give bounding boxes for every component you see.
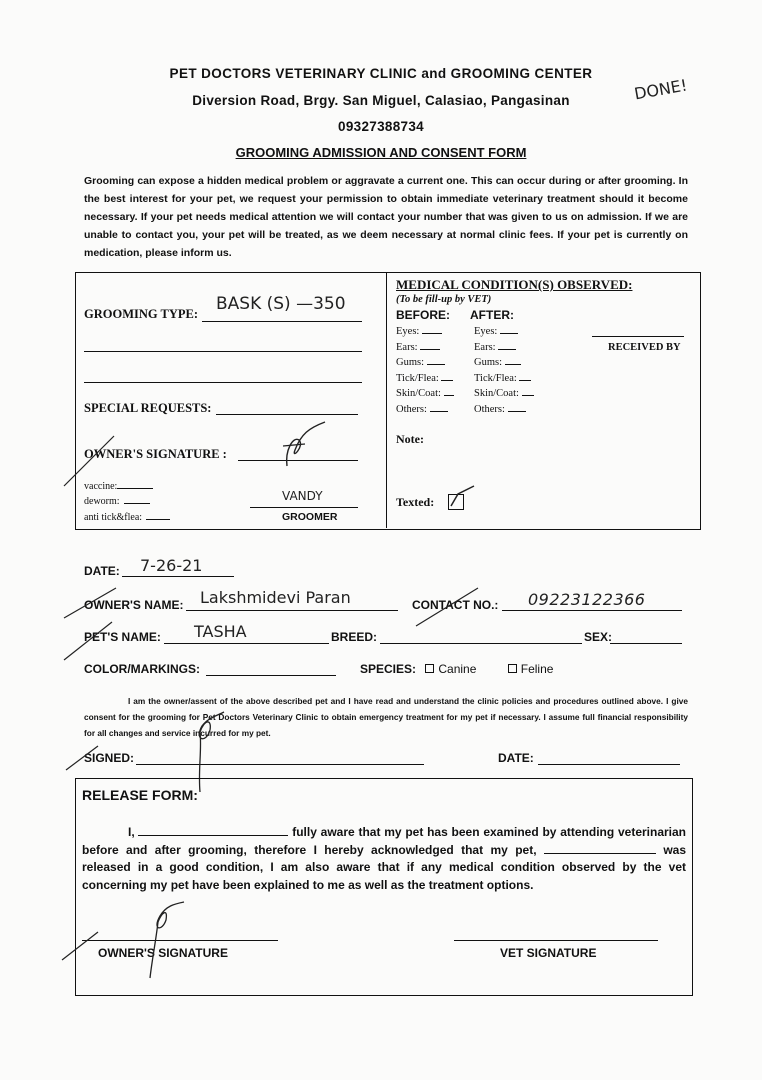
canine-checkbox[interactable] [425,664,434,673]
owner-signature-scribble [265,420,335,470]
owner-name-value: Lakshmidevi Paran [200,588,351,607]
breed-line[interactable] [380,643,582,644]
pet-name-value: TASHA [194,622,247,641]
deworm-label: deworm: [84,496,150,507]
after-item: Ears: [474,340,534,356]
before-label: BEFORE: [396,308,450,322]
after-item: Others: [474,402,534,418]
groomer-label: GROOMER [282,511,338,523]
medical-condition-subtitle: (To be fill-up by VET) [396,294,492,305]
release-vet-signature-line[interactable] [454,940,658,941]
before-checklist [396,324,454,417]
texted-label: Texted: [396,495,435,509]
antitick-label: anti tick&flea: [84,512,170,523]
groomer-name: VANDY [282,489,323,503]
consent-date-label: DATE: [498,751,534,765]
contact-check-mark [412,584,482,628]
consent-date-line[interactable] [538,764,680,765]
pet-name-check-mark [60,618,116,662]
species-option-feline[interactable]: Feline [508,662,554,676]
pet-name-label: PET'S NAME: [84,630,161,644]
before-item: Gums: [396,355,454,371]
groomer-line [250,507,358,508]
species-field [360,662,553,676]
consent-paragraph: I am the owner/assent of the above described pet and I have read and understand the clinic policies and procedures outlined above. I give consent for the grooming for Pet Doctors Veterinary Clinic to obtain emergency treatment for my pet if necessary. I assume full financial responsibility for all changes and service incurred for my pet. [84,696,688,738]
contact-line[interactable] [502,610,682,611]
texted-check-mark [448,484,478,512]
grooming-type-label: GROOMING TYPE: [84,307,199,321]
before-item: Eyes: [396,324,454,340]
clinic-name: PET DOCTORS VETERINARY CLINIC and GROOMING CENTER [169,66,593,81]
owner-signature-label: OWNER'S SIGNATURE : [84,447,227,461]
sex-line[interactable] [610,643,682,644]
grooming-extra-line-1 [84,351,362,352]
after-item: Eyes: [474,324,534,340]
special-requests-line[interactable] [216,414,358,415]
contact-label: CONTACT NO.: [412,598,499,612]
date-line[interactable] [122,576,234,577]
date-value: 7-26-21 [140,556,203,575]
sex-label: SEX: [584,630,613,644]
release-signature-scribble [140,900,190,980]
signed-label: SIGNED: [84,751,135,765]
after-item: Tick/Flea: [474,371,534,387]
intro-paragraph: Grooming can expose a hidden medical problem or aggravate a current one. This can occur during or after grooming. In the best interest for your pet, we request your permission to obtain immediate veterinary treatment should it become necessary. If your pet needs medical attention we will contact your number that was given to us on admission. If we are unable to contact you, your pet will be treated, as we deem necessary at normal clinic fees. If your pet is currently on medication, please inform us. [84,175,688,259]
admission-box-divider [386,272,387,528]
grooming-extra-line-2 [84,382,362,383]
feline-checkbox[interactable] [508,664,517,673]
release-text-1: fully aware that my pet has been examined by attending veterinarian before and after grooming, therefore I hereby acknowledged that my pet, [82,825,687,857]
release-name-blank[interactable] [138,835,288,836]
release-owner-signature-label: OWNER'S SIGNATURE [98,946,228,960]
after-label: AFTER: [470,308,514,322]
before-item: Ears: [396,340,454,356]
clinic-address: Diversion Road, Brgy. San Miguel, Calasiao, Pangasinan [192,93,570,108]
release-i-label: I, [128,825,135,839]
special-requests-label: SPECIAL REQUESTS: [84,401,212,415]
signed-check-mark [62,742,102,772]
medical-condition-title: MEDICAL CONDITION(S) OBSERVED: [396,277,633,292]
note-label: Note: [396,432,424,446]
release-paragraph [82,824,686,894]
release-check-mark [58,928,102,962]
grooming-type-value[interactable]: BASK (S) —350 [216,294,346,314]
owner-name-line[interactable] [186,610,398,611]
release-vet-signature-label: VET SIGNATURE [500,946,597,960]
breed-label: BREED: [331,630,378,644]
owner-name-check-mark [60,584,120,620]
received-by-label: RECEIVED BY [608,342,681,353]
done-handwritten-note: DONE! [632,75,689,104]
form-title: GROOMING ADMISSION AND CONSENT FORM [235,145,527,160]
color-markings-line[interactable] [206,675,336,676]
owner-name-label: OWNER'S NAME: [84,598,184,612]
before-item: Others: [396,402,454,418]
date-label: DATE: [84,564,120,578]
release-text-2: was released in a good condition, I am also aware that if any medical condition observed by the vet concerning my pet have been explained to me as well as the treatment options. [82,842,687,892]
before-item: Skin/Coat: [396,386,454,402]
vaccine-label: vaccine: [84,481,153,492]
species-option-canine[interactable]: Canine [425,662,476,676]
grooming-type-line [202,321,362,322]
release-form-title: RELEASE FORM: [82,787,198,803]
after-item: Skin/Coat: [474,386,534,402]
before-item: Tick/Flea: [396,371,454,387]
after-item: Gums: [474,355,534,371]
after-checklist [474,324,534,417]
pet-name-line[interactable] [164,643,329,644]
color-markings-label: COLOR/MARKINGS: [84,662,200,676]
contact-value: 09223122366 [528,590,646,609]
received-by-line[interactable] [592,336,684,337]
clinic-phone: 09327388734 [338,119,424,134]
species-label: SPECIES: [360,662,417,676]
release-pet-blank[interactable] [544,853,656,854]
